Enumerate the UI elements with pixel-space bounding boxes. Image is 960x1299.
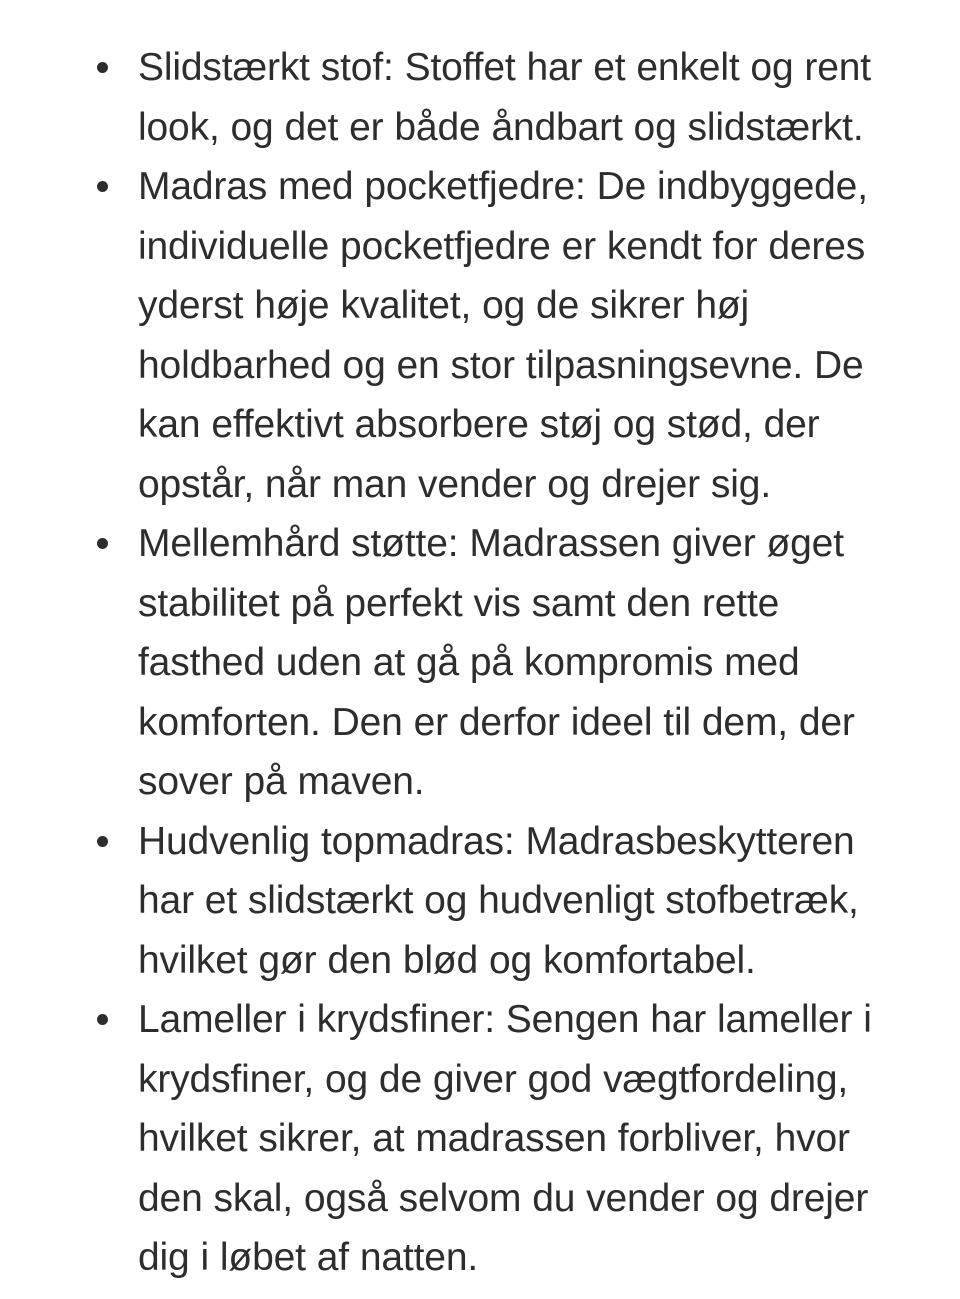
bullet-point-icon — [97, 1014, 108, 1025]
list-item-text: Lameller i krydsfiner: Sengen har lameller i krydsfiner, og de giver god vægtfordeling, hvilket sikrer, at madrassen forbliver, hvor den skal, også selvom du vender og drejer dig i løbet af natten. — [138, 998, 872, 1279]
list-item-text: Mellemhård støtte: Madrassen giver øget stabilitet på perfekt vis samt den rette fasthed uden at gå på kompromis med komforten. Den er derfor ideel til dem, der sover på maven. — [138, 522, 855, 803]
bullet-point-icon — [97, 836, 108, 847]
bullet-point-icon — [97, 181, 108, 192]
list-item-text: Hudvenlig topmadras: Madrasbeskytteren har et slidstærkt og hudvenligt stofbetræk, hvilket gør den blød og komfortabel. — [138, 819, 859, 982]
bullet-point-icon — [97, 538, 108, 549]
list-item-text: Madras med pocketfjedre: De indbyggede, individuelle pocketfjedre er kendt for deres yderst høje kvalitet, og de sikrer høj holdbarhed og en stor tilpasningsevne. De kan effektivt absorbere støj og stød, der opstår, når man vender og drejer sig. — [138, 165, 868, 506]
list-item — [0, 812, 960, 991]
list-item — [0, 990, 960, 1288]
bullet-point-icon — [97, 62, 108, 73]
list-item — [0, 38, 960, 157]
list-item-text: Slidstærkt stof: Stoffet har et enkelt og rent look, og det er både åndbart og slidstærkt. — [138, 46, 871, 149]
list-item — [0, 157, 960, 514]
product-feature-list — [0, 38, 960, 1288]
list-item — [0, 514, 960, 812]
